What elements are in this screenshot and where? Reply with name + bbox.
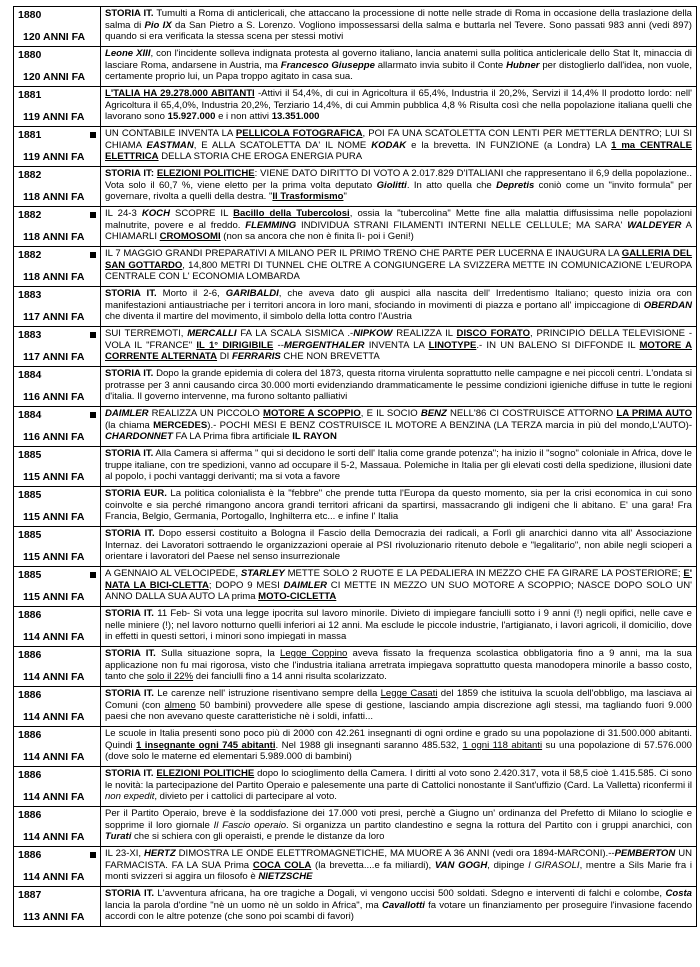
chronology-row bbox=[14, 487, 697, 527]
year-cell bbox=[14, 247, 101, 287]
year-label: 1886 bbox=[18, 609, 42, 621]
years-ago-label: 120 ANNI FA bbox=[23, 71, 86, 83]
chronology-row bbox=[14, 447, 697, 487]
year-cell bbox=[14, 447, 101, 487]
year-label: 1886 bbox=[18, 649, 42, 661]
year-cell bbox=[14, 687, 101, 727]
event-text: Leone XIII, con l'incidente solleva indignata protesta al governo italiano, lancia anatemi sulla politica anticlericale dello Stat It, minaccia di lasciare Roma, andarsene in Austria, ma Francesco Giuseppe allarmato invia subito il Conte Hubner per distoglierlo dall'idea, non vuole, certamente proprio lui, un Papa troppo agitato in casa sua. bbox=[101, 47, 697, 87]
year-label: 1883 bbox=[18, 289, 42, 301]
bullet-square-icon bbox=[90, 332, 96, 338]
years-ago-label: 114 ANNI FA bbox=[23, 831, 85, 843]
years-ago-label: 118 ANNI FA bbox=[23, 271, 85, 283]
event-text: STORIA IT. 11 Feb- Si vota una legge ipocrita sul lavoro minorile. Divieto di impiegare fanciulli sotto i 9 anni (!) negli opifici, nelle cave e nelle miniere (!); nel lavoro notturno quelli inferiori ai 12 anni. Ma esclude le piccole industrie, l'artigianato, i lavori agricoli, il domicilio, dove in effetti in questi settori, i minori sono impiegati in massa bbox=[101, 607, 697, 647]
years-ago-label: 119 ANNI FA bbox=[23, 111, 85, 123]
chronology-row bbox=[14, 167, 697, 207]
year-cell bbox=[14, 527, 101, 567]
event-text: STORIA IT. L'avventura africana, ha ore tragiche a Dogali, vi vengono uccisi 500 soldati. Sdegno e interventi di falchi e colombe, Costa lancia la parola d'ordine "nè un uomo nè un soldo in Africa", ma Cavallotti fa votare un finanziamento per proseguire l'invasione facendo accordi con le altre potenze (che sono poi scambi di favori) bbox=[101, 887, 697, 927]
event-text: IL 23-XI, HERTZ DIMOSTRA LE ONDE ELETTROMAGNETICHE, MA MUORE A 36 ANNI (vedi ora 1894-MARCONI).--PEMBERTON UN FARMACISTA. FA LA SUA Prima COCA COLA (la brevetta....e fa miliardi), VAN GOGH, dipinge I GIRASOLI, mentre a Sils Marie fra i monti svizzeri si aggira un filosofo è NIETZSCHE bbox=[101, 847, 697, 887]
year-cell bbox=[14, 287, 101, 327]
chronology-row bbox=[14, 807, 697, 847]
event-text: STORIA IT. Sulla situazione sopra, la Legge Coppino aveva fissato la frequenza scolastica obbligatoria fino a 9 anni, ma la sua applicazione non fu mai rigorosa, visto che l'industria italiana arretrata impiegava soprattutto questa manodopera minorile a basso costo, tanto che solo il 22% dei fanciulli fino a 14 anni risulta scolarizzato. bbox=[101, 647, 697, 687]
years-ago-label: 113 ANNI FA bbox=[23, 911, 85, 923]
year-cell bbox=[14, 87, 101, 127]
years-ago-label: 118 ANNI FA bbox=[23, 231, 85, 243]
event-text: IL 24-3 KOCH SCOPRE IL Bacillo della Tubercolosi, ossia la "tubercolina" Mette fine alla malattia diffusissima nelle popolazioni malnutrite, povere e al freddo. FLEMMING INDIVIDUA STRANI FILAMENTI INTERNI NELLE CELLULE; MA SARA' WALDEYER A CHIAMARLI CROMOSOMI (non sa ancora che non è finita lì- poi i Geni!) bbox=[101, 207, 697, 247]
year-label: 1887 bbox=[18, 889, 42, 901]
years-ago-label: 115 ANNI FA bbox=[23, 591, 85, 603]
chronology-row bbox=[14, 327, 697, 367]
chronology-row bbox=[14, 607, 697, 647]
years-ago-label: 114 ANNI FA bbox=[23, 871, 85, 883]
event-text: A GENNAIO AL VELOCIPEDE, STARLEY METTE SOLO 2 RUOTE E LA PEDALIERA IN MEZZO CHE FA GIRARE LA POSTERIORE; E' NATA LA BICI-CLETTA; DOPO 9 MESI DAIMLER CI METTE IN MEZZO UN SUO MOTORE A SCOPPIO; NASCE DOPO SOLO UN' ANNO DALLA SUA AUTO LA prima MOTO-CICLETTA bbox=[101, 567, 697, 607]
years-ago-label: 114 ANNI FA bbox=[23, 791, 85, 803]
bullet-square-icon bbox=[90, 212, 96, 218]
year-cell bbox=[14, 7, 101, 47]
year-label: 1886 bbox=[18, 809, 42, 821]
year-cell bbox=[14, 407, 101, 447]
bullet-square-icon bbox=[90, 252, 96, 258]
chronology-row bbox=[14, 7, 697, 47]
year-cell bbox=[14, 127, 101, 167]
chronology-row bbox=[14, 567, 697, 607]
years-ago-label: 117 ANNI FA bbox=[23, 351, 85, 363]
year-label: 1886 bbox=[18, 849, 42, 861]
year-cell bbox=[14, 647, 101, 687]
years-ago-label: 116 ANNI FA bbox=[23, 431, 85, 443]
year-label: 1886 bbox=[18, 729, 42, 741]
chronology-row bbox=[14, 247, 697, 287]
year-cell bbox=[14, 207, 101, 247]
event-text: L'TALIA HA 29.278.000 ABITANTI -Attivi il 54,4%, di cui in Agricoltura il 65,4%, Industria il 20,2%, Servizi il 14,4% Il prodotto lordo: nell' Agricoltura il 65,4,0%, Industria 20,2%, Terziario 14,4%, di cui Ammin pubblica 4,8 % Risulta così che nella popolazione italiana quelli che lavorano sono 15.927.000 e i non attivi 13.351.000 bbox=[101, 87, 697, 127]
year-cell bbox=[14, 727, 101, 767]
chronology-row bbox=[14, 367, 697, 407]
event-text: STORIA IT. ELEZIONI POLITICHE dopo lo scioglimento della Camera. I diritti al voto sono 2.420.317, vota il 58,5 cioè 1.415.585. Ci sono le novità: la partecipazione del Partito Operaio e palesemente una parte di Cattolici nonostante il Sant'uffizio (Card. La Valletta) riconfermi il non expedit, divieto per i cattolici di partecipare al voto. bbox=[101, 767, 697, 807]
event-text: STORIA IT. Alla Camera si afferma " qui si decidono le sorti dell' Italia come grande potenza"; ha inizio il "sogno" coloniale in Africa, dove le truppe italiane, con tre spedizioni, vanno ad occupare il 5-2, Massaua. Polemiche in Italia per gli elevati costi della spedizione, illusioni date al popolo, i pochi vantaggi derivanti; ma si vota a favore bbox=[101, 447, 697, 487]
years-ago-label: 115 ANNI FA bbox=[23, 471, 85, 483]
year-label: 1886 bbox=[18, 769, 42, 781]
year-cell bbox=[14, 847, 101, 887]
years-ago-label: 114 ANNI FA bbox=[23, 751, 85, 763]
years-ago-label: 116 ANNI FA bbox=[23, 391, 85, 403]
year-label: 1884 bbox=[18, 369, 42, 381]
event-text: STORIA IT. Morto il 2-6, GARIBALDI, che aveva dato gli auspici alla nascita dell' Irredentismo Italiano; questo inizia ora con manifestazioni antiaustriache per i territori ancora in loro mani, sfociando in movimenti di piazza e portano all' impiccagione di OBERDAN che diventa il martire del movimento, il simbolo della lotta contro l'Austria bbox=[101, 287, 697, 327]
event-text: STORIA IT. Dopo la grande epidemia di colera del 1873, questa ritorna virulenta soprattutto nelle campagne e nei piccoli centri. L'ondata si protrasse per 3 anni causando circa 30.000 morti evidenziando drammaticamente le pessime condizioni igieniche diffuse in tutte le regioni d'italia. Il governo intervenne, ma furono soltanto palliativi bbox=[101, 367, 697, 407]
years-ago-label: 115 ANNI FA bbox=[23, 511, 85, 523]
chronology-row bbox=[14, 687, 697, 727]
year-cell bbox=[14, 767, 101, 807]
bullet-square-icon bbox=[90, 852, 96, 858]
chronology-row bbox=[14, 887, 697, 927]
chronology-row bbox=[14, 647, 697, 687]
bullet-square-icon bbox=[90, 132, 96, 138]
bullet-square-icon bbox=[90, 412, 96, 418]
year-cell bbox=[14, 367, 101, 407]
event-text: STORIA EUR. La politica colonialista è la "febbre" che prende tutta l'Europa da questo momento, sia per la crisi economica in cui sono coinvolte e sia perché rimangono ancora grandi territori africani da spartirsi, massacrando gli indigeni che li abitano. E' una gara! Fra Francia, Belgio, Germania, Portogallo, Inghilterra etc... e infine l' Italia bbox=[101, 487, 697, 527]
event-text: STORIA IT. Dopo essersi costituito a Bologna il Fascio della Democrazia dei radicali, a Forlì gli anarchici danno vita all' Associazione Internaz. dei Lavoratori sottraendo le organizzazioni operaie al PSI rivoluzionario ritenuto debole e "legalitario", non abile negli scioperi a orientare i lavoratori del Paese nel senso insurrezionale bbox=[101, 527, 697, 567]
years-ago-label: 114 ANNI FA bbox=[23, 711, 85, 723]
chronology-row bbox=[14, 767, 697, 807]
year-cell bbox=[14, 47, 101, 87]
year-label: 1882 bbox=[18, 209, 42, 221]
chronology-row bbox=[14, 527, 697, 567]
year-label: 1885 bbox=[18, 489, 42, 501]
year-cell bbox=[14, 487, 101, 527]
year-label: 1884 bbox=[18, 409, 42, 421]
years-ago-label: 117 ANNI FA bbox=[23, 311, 85, 323]
year-cell bbox=[14, 167, 101, 207]
year-label: 1886 bbox=[18, 689, 42, 701]
years-ago-label: 114 ANNI FA bbox=[23, 631, 85, 643]
chronology-row bbox=[14, 47, 697, 87]
event-text: Le scuole in Italia presenti sono poco più di 2000 con 42.261 insegnanti di ogni ordine e grado su una popolazione di 31.500.000 abitanti. Quindi 1 insegnante ogni 745 abitanti. Nel 1988 gli insegnanti saranno 485.532, 1 ogni 118 abitanti su una popolazione di 57.576.000 (dove solo le materne ed elementari 5.989.000 di bambini) bbox=[101, 727, 697, 767]
year-label: 1882 bbox=[18, 169, 42, 181]
event-text: STORIA IT: ELEZIONI POLITICHE: VIENE DATO DIRITTO DI VOTO A 2.017.829 D'ITALIANI che rappresentano il 6,9 della popolazione.. Vota solo il 60,7 %, viene eletto per la prima volta deputato Giolitti. In atto quella che Depretis coniò come un "invito formula" per governare, rivolta a quelli della destra. "Il Trasformismo" bbox=[101, 167, 697, 207]
chronology-row bbox=[14, 287, 697, 327]
years-ago-label: 114 ANNI FA bbox=[23, 671, 85, 683]
year-label: 1883 bbox=[18, 329, 42, 341]
event-text: STORIA IT. Le carenze nell' istruzione risentivano sempre della Legge Casati del 1859 che istituiva la scuola dell'obbligo, ma lasciava ai Comuni (con almeno 50 bambini) provvedere alle spese di gestione, lasciando ampia discrezione agli stessi, ma tagliando fuori 9.000 paesi che non avevano queste caratteristiche nè i soldi, infatti... bbox=[101, 687, 697, 727]
year-label: 1881 bbox=[18, 89, 42, 101]
chronology-row bbox=[14, 127, 697, 167]
year-cell bbox=[14, 807, 101, 847]
chronology-table bbox=[13, 6, 697, 927]
chronology-row bbox=[14, 847, 697, 887]
years-ago-label: 115 ANNI FA bbox=[23, 551, 85, 563]
year-label: 1880 bbox=[18, 9, 42, 21]
year-label: 1885 bbox=[18, 529, 42, 541]
event-text: UN CONTABILE INVENTA LA PELLICOLA FOTOGRAFICA, POI FA UNA SCATOLETTA CON LENTI PER METTERLA DENTRO; LUI SI CHIAMA EASTMAN, E ALLA SCATOLETTA DA' IL NOME KODAK e la brevetta. IN FUNZIONE (a Londra) LA 1 ma CENTRALE ELETTRICA DELLA STORIA CHE EROGA ENERGIA PURA bbox=[101, 127, 697, 167]
event-text: Per il Partito Operaio, breve è la soddisfazione dei 17.000 voti presi, perchè a Giugno un' ordinanza del Prefetto di Milano lo scioglie e sopprime il loro giornale Il Fascio operaio. Si organizza un partito clandestino e segna la rottura del Partito con i gruppi anarchici, con Turati che si schiera con gli operaisti, e prende le distanze da loro bbox=[101, 807, 697, 847]
chronology-row bbox=[14, 87, 697, 127]
chronology-rows bbox=[14, 7, 697, 927]
year-cell bbox=[14, 327, 101, 367]
years-ago-label: 120 ANNI FA bbox=[23, 31, 86, 43]
years-ago-label: 118 ANNI FA bbox=[23, 191, 85, 203]
bullet-square-icon bbox=[90, 572, 96, 578]
year-label: 1881 bbox=[18, 129, 42, 141]
chronology-row bbox=[14, 407, 697, 447]
year-cell bbox=[14, 567, 101, 607]
event-text: SUI TERREMOTI, MERCALLI FA LA SCALA SISMICA .-NIPKOW REALIZZA IL DISCO FORATO, PRINCIPIO DELLA TELEVISIONE -VOLA IL "FRANCE" IL 1° DIRIGIBILE --MERGENTHALER INVENTA LA LINOTYPE.- IN UN BALENO SI DIFFONDE IL MOTORE A CORRENTE ALTERNATA DI FERRARIS CHE NON BREVETTA bbox=[101, 327, 697, 367]
event-text: IL 7 MAGGIO GRANDI PREPARATIVI A MILANO PER IL PRIMO TRENO CHE PARTE PER LUCERNA E INAUGURA LA GALLERIA DEL SAN GOTTARDO, 14,800 METRI DI TUNNEL CHE OLTRE A CONGIUNGERE LA SVIZZERA METTE IN COMUNICAZIONE L'EUROPA CENTRALE CON L' ECONOMIA LOMBARDA bbox=[101, 247, 697, 287]
year-cell bbox=[14, 887, 101, 927]
year-cell bbox=[14, 607, 101, 647]
years-ago-label: 119 ANNI FA bbox=[23, 151, 85, 163]
chronology-row bbox=[14, 727, 697, 767]
year-label: 1882 bbox=[18, 249, 42, 261]
year-label: 1880 bbox=[18, 49, 42, 61]
chronology-row bbox=[14, 207, 697, 247]
year-label: 1885 bbox=[18, 569, 42, 581]
year-label: 1885 bbox=[18, 449, 42, 461]
event-text: DAIMLER REALIZZA UN PICCOLO MOTORE A SCOPPIO, E IL SOCIO BENZ NELL'86 CI COSTRUISCE ATTORNO LA PRIMA AUTO (la chiama MERCEDES).- POCHI MESI E BENZ COSTRUISCE IL MOTORE A BENZINA (LA TERZA marcia in più del mondo,L'AUTO)-CHARDONNET FA LA Prima fibra artificiale IL RAYON bbox=[101, 407, 697, 447]
event-text: STORIA IT. Tumulti a Roma di anticlericali, che attaccano la processione di notte nelle strade di Roma in occasione della traslazione della salma di Pio IX da San Pietro a S. Lorenzo. Vogliono impossessarsi della salma e buttarla nel Tevere. Sono passati 983 anni (vedi 897) quando si era verificata la stessa scena per stessi motivi bbox=[101, 7, 697, 47]
